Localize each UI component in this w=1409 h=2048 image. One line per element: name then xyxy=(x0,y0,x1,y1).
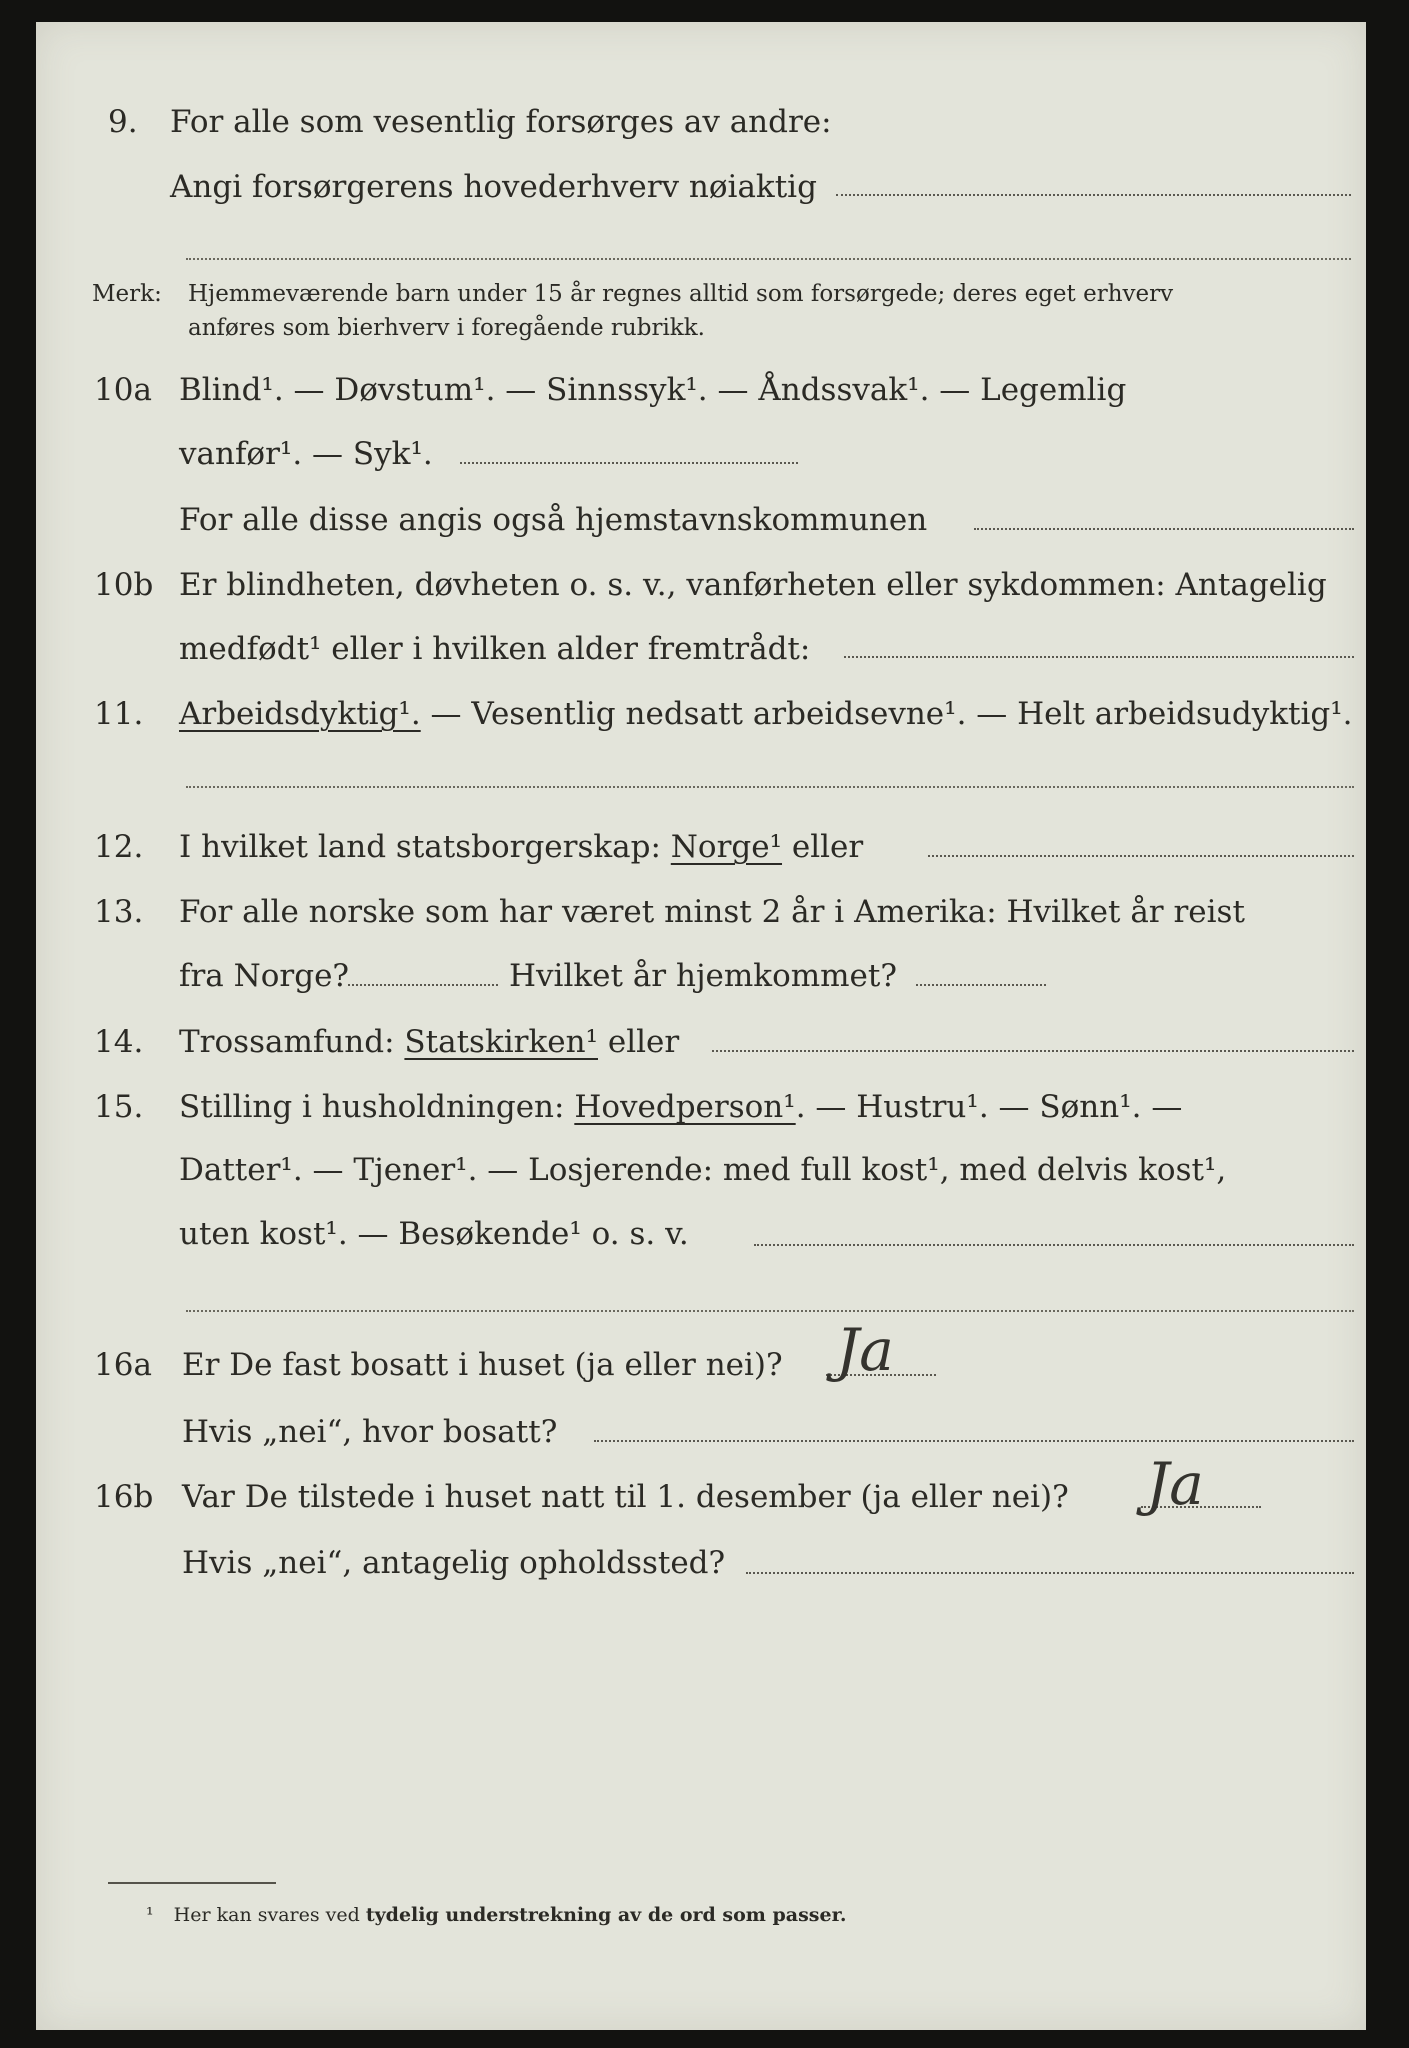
q10b-line1: Er blindheten, døvheten o. s. v., vanførheten eller sykdommen: Antagelig xyxy=(179,567,1327,603)
q10a-number: 10a xyxy=(94,372,152,408)
q10a-line2: vanfør¹. — Syk¹. xyxy=(179,436,433,472)
q15-answer-line[interactable] xyxy=(186,1310,1354,1312)
q10a-line3: For alle disse angis også hjemstavnskommunen xyxy=(179,502,928,538)
footnote xyxy=(146,1902,846,1928)
q9-answer-line2[interactable] xyxy=(186,258,1351,260)
q15-post: . — Hustru¹. — Sønn¹. — xyxy=(795,1089,1183,1125)
q12-norge-underlined[interactable]: Norge¹ xyxy=(670,829,783,865)
q13-number: 13. xyxy=(94,894,144,930)
merk-line1: Hjemmeværende barn under 15 år regnes alltid som forsørgede; deres eget erhverv xyxy=(188,281,1174,307)
q12-pre: I hvilket land statsborgerskap: xyxy=(179,829,671,865)
q16a-line1: Er De fast bosatt i huset (ja eller nei)? xyxy=(182,1347,783,1383)
q16b-line2: Hvis „nei“, antagelig opholdssted? xyxy=(182,1545,726,1581)
footnote-pre: Her kan svares ved xyxy=(173,1904,366,1926)
q13-line2b: Hvilket år hjemkommet? xyxy=(509,958,897,994)
q9-number: 9. xyxy=(108,104,138,140)
q11-options xyxy=(179,694,1353,734)
q16a-handwritten-answer: Ja xyxy=(836,1316,894,1384)
q12-post: eller xyxy=(782,829,864,865)
q16b-line1: Var De tilstede i huset natt til 1. desember (ja eller nei)? xyxy=(182,1479,1069,1515)
q12-number: 12. xyxy=(94,829,144,865)
q14-post: eller xyxy=(598,1024,680,1060)
q11-arbeidsdyktig-underlined[interactable]: Arbeidsdyktig¹. xyxy=(179,696,421,732)
q12-eller-field[interactable] xyxy=(928,855,1354,857)
q9-line2: Angi forsørgerens hovederhverv nøiaktig xyxy=(170,169,817,205)
q11-number: 11. xyxy=(94,696,144,732)
q15-line2: Datter¹. — Tjener¹. — Losjerende: med full kost¹, med delvis kost¹, xyxy=(179,1152,1227,1188)
q16a-number: 16a xyxy=(94,1347,152,1383)
q16b-handwritten-answer: Ja xyxy=(1146,1450,1204,1518)
q16a-bosatt-field[interactable] xyxy=(594,1440,1354,1442)
q9-line1: For alle som vesentlig forsørges av andre: xyxy=(170,104,832,140)
q10a-line1: Blind¹. — Døvstum¹. — Sinnssyk¹. — Åndssvak¹. — Legemlig xyxy=(179,372,1127,408)
q14-eller-field[interactable] xyxy=(712,1050,1354,1052)
q11-answer-line[interactable] xyxy=(186,786,1354,788)
q16b-number: 16b xyxy=(94,1479,154,1515)
q14-statskirken-underlined[interactable]: Statskirken¹ xyxy=(404,1024,598,1060)
q13-line2a: fra Norge? xyxy=(179,958,350,994)
q15-line3: uten kost¹. — Besøkende¹ o. s. v. xyxy=(179,1216,689,1252)
q15-osv-field[interactable] xyxy=(754,1244,1354,1246)
q10b-alder-field[interactable] xyxy=(844,656,1354,658)
q15-text xyxy=(179,1087,1182,1127)
q10b-number: 10b xyxy=(94,567,154,603)
q15-hovedperson-underlined[interactable]: Hovedperson¹ xyxy=(574,1089,796,1125)
q14-pre: Trossamfund: xyxy=(179,1024,405,1060)
q13-line1: For alle norske som har været minst 2 år i Amerika: Hvilket år reist xyxy=(179,894,1245,930)
q13-reist-field[interactable] xyxy=(348,984,498,986)
q12-text xyxy=(179,827,863,867)
q11-rest: — Vesentlig nedsatt arbeidsevne¹. — Helt arbeidsudyktig¹. xyxy=(420,696,1353,732)
merk-label: Merk: xyxy=(92,281,162,307)
q10a-syk-field[interactable] xyxy=(460,462,798,464)
merk-line2: anføres som bierhverv i foregående rubrikk. xyxy=(188,315,705,341)
footnote-bold: tydelig understrekning av de ord som passer. xyxy=(365,1904,847,1926)
q10a-kommune-field[interactable] xyxy=(974,528,1354,530)
q16a-line2: Hvis „nei“, hvor bosatt? xyxy=(182,1414,558,1450)
footnote-mark: ¹ xyxy=(146,1904,154,1926)
census-form-page xyxy=(36,22,1366,2030)
q14-text xyxy=(179,1022,679,1062)
footnote-rule xyxy=(108,1882,276,1884)
q9-answer-field[interactable] xyxy=(836,194,1351,196)
q16b-opholdssted-field[interactable] xyxy=(746,1572,1354,1574)
q13-hjemkommet-field[interactable] xyxy=(916,984,1046,986)
q14-number: 14. xyxy=(94,1024,144,1060)
q15-pre: Stilling i husholdningen: xyxy=(179,1089,575,1125)
q10b-line2: medfødt¹ eller i hvilken alder fremtrådt: xyxy=(179,631,811,667)
q15-number: 15. xyxy=(94,1089,144,1125)
